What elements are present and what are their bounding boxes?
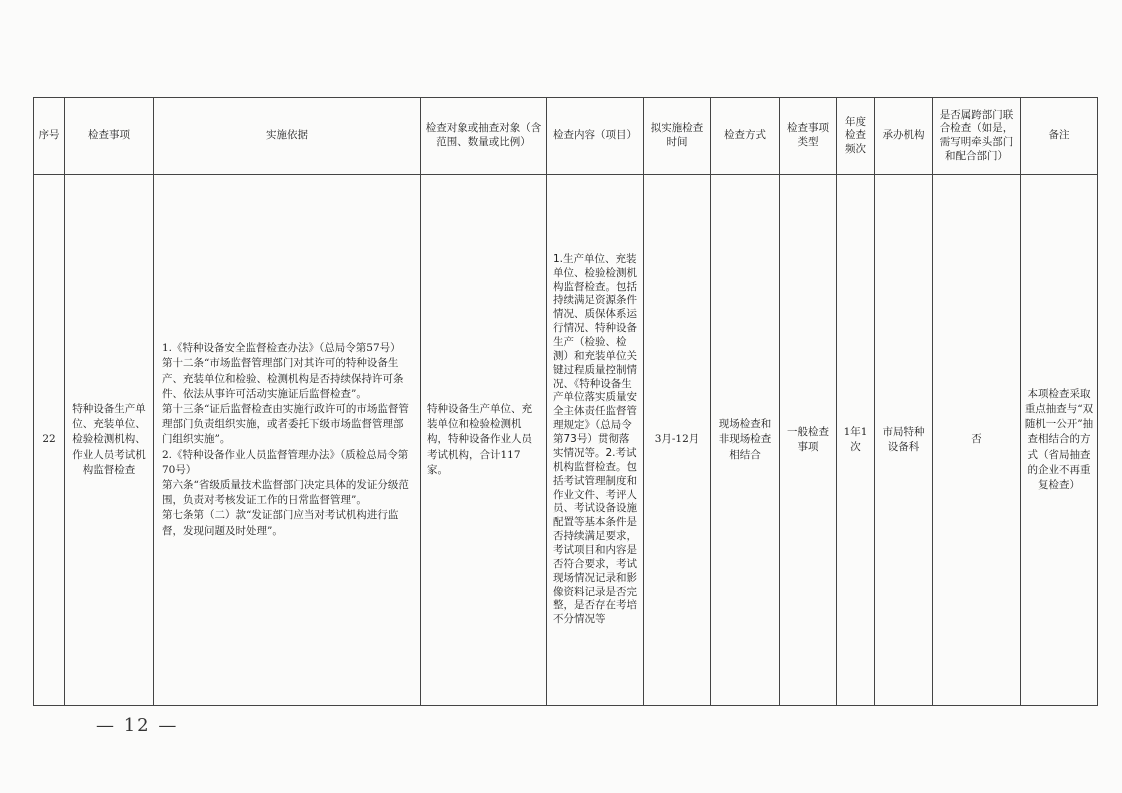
header-time: 拟实施检查时间 xyxy=(644,98,711,175)
basis-line: 2.《特种设备作业人员监督管理办法》（质检总局令第70号） xyxy=(162,448,409,476)
cell-content: 1.生产单位、充装单位、检验检测机构监督检查。包括持续满足资源条件情况、质保体系运行情况、特种设备生产（检验、检测）和充装单位关键过程质量控制情况、《特种设备生产单位落实质量安全主体责任监督管理规定》（总局令第73号）贯彻落实情况等。2.考试机构监督检查。包括考试管理制度和作业文件、考评人员、考试设备设施配置等基本条件是否持续满足要求，考试项目和内容是否符合要求，考试现场情况记录和影像资料记录是否完整，是否存在考培不分情况等 xyxy=(547,175,644,706)
page-number: — 12 — xyxy=(96,715,179,736)
basis-line: 1.《特种设备安全监督检查办法》（总局令第57号） xyxy=(162,342,401,355)
cell-agency: 市局特种设备科 xyxy=(875,175,933,706)
cell-target: 特种设备生产单位、充装单位和检验检测机构，特种设备作业人员考试机构，合计117家。 xyxy=(421,175,547,706)
header-joint: 是否属跨部门联合检查（如是，需写明牵头部门和配合部门） xyxy=(933,98,1021,175)
header-no: 序号 xyxy=(34,98,65,175)
header-frequency: 年度检查频次 xyxy=(837,98,875,175)
header-type: 检查事项类型 xyxy=(780,98,837,175)
table-header-row xyxy=(34,98,1098,175)
basis-line: 第十二条“市场监督管理部门对其许可的特种设备生产、充装单位和检验、检测机构是否持续保持许可条件、依法从事许可活动实施证后监督检查”。 xyxy=(162,357,404,400)
table-row xyxy=(34,175,1098,706)
cell-method: 现场检查和非现场检查相结合 xyxy=(711,175,780,706)
cell-basis xyxy=(154,175,421,706)
cell-type: 一般检查事项 xyxy=(780,175,837,706)
basis-line: 第七条第（二）款“发证部门应当对考试机构进行监督，发现问题及时处理”。 xyxy=(162,509,399,537)
cell-frequency: 1年1次 xyxy=(837,175,875,706)
header-method: 检查方式 xyxy=(711,98,780,175)
header-note: 备注 xyxy=(1021,98,1098,175)
cell-item: 特种设备生产单位、充装单位、检验检测机构、作业人员考试机构监督检查 xyxy=(65,175,154,706)
inspection-plan-table xyxy=(33,97,1098,706)
header-content: 检查内容（项目） xyxy=(547,98,644,175)
header-target: 检查对象或抽查对象（含范围、数量或比例） xyxy=(421,98,547,175)
cell-no: 22 xyxy=(34,175,65,706)
header-basis: 实施依据 xyxy=(154,98,421,175)
basis-line: 第十三条“证后监督检查由实施行政许可的市场监督管理部门负责组织实施，或者委托下级市场监督管理部门组织实施”。 xyxy=(162,402,409,446)
cell-time: 3月-12月 xyxy=(644,175,711,706)
header-agency: 承办机构 xyxy=(875,98,933,175)
cell-note: 本项检查采取重点抽查与“双随机一公开”抽查相结合的方式（省局抽查的企业不再重复检查） xyxy=(1021,175,1098,706)
header-item: 检查事项 xyxy=(65,98,154,175)
basis-line: 第六条“省级质量技术监督部门决定具体的发证分级范围，负责对考核发证工作的日常监督管理”。 xyxy=(162,479,409,507)
cell-joint: 否 xyxy=(933,175,1021,706)
